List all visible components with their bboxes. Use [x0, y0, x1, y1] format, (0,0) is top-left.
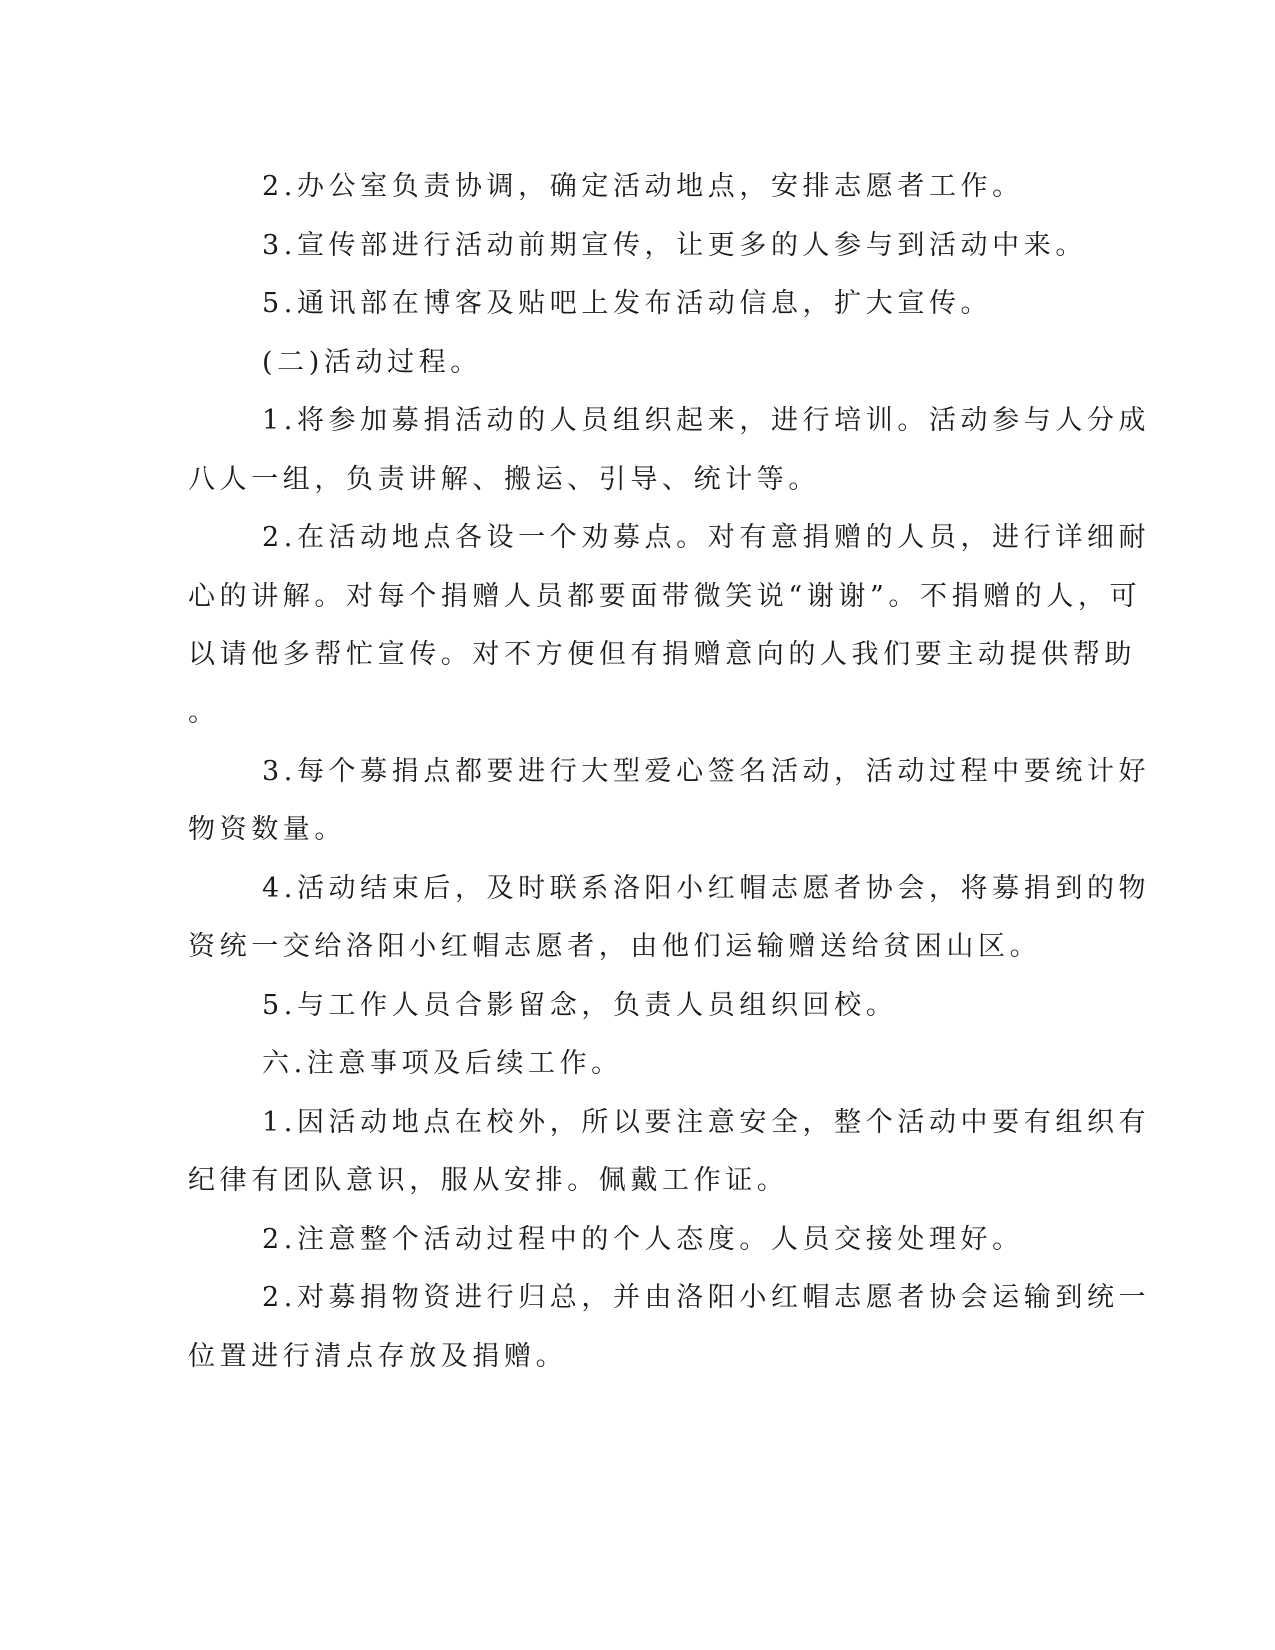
text-line: 3.宣传部进行活动前期宣传，让更多的人参与到活动中来。	[262, 230, 1087, 261]
text-line: 2.办公室负责协调，确定活动地点，安排志愿者工作。	[262, 171, 1024, 202]
section-heading: (二)活动过程。	[262, 347, 482, 378]
text-line: 2.注意整个活动过程中的个人态度。人员交接处理好。	[262, 1224, 1024, 1255]
text-line: 。	[188, 697, 220, 728]
text-line: 心的讲解。对每个捐赠人员都要面带微笑说“谢谢”。不捐赠的人，可	[188, 581, 1142, 612]
text-line: 位置进行清点存放及捐赠。	[188, 1341, 568, 1372]
text-line: 4.活动结束后，及时联系洛阳小红帽志愿者协会，将募捐到的物	[262, 873, 1151, 904]
section-heading: 六.注意事项及后续工作。	[262, 1048, 623, 1079]
text-line: 资统一交给洛阳小红帽志愿者，由他们运输赠送给贫困山区。	[188, 931, 1042, 962]
text-line: 3.每个募捐点都要进行大型爱心签名活动，活动过程中要统计好	[262, 756, 1151, 787]
text-line: 2.对募捐物资进行归总，并由洛阳小红帽志愿者协会运输到统一	[262, 1282, 1151, 1313]
text-line: 5.通讯部在博客及贴吧上发布活动信息，扩大宣传。	[262, 288, 993, 319]
text-line: 物资数量。	[188, 814, 346, 845]
text-line: 1.将参加募捐活动的人员组织起来，进行培训。活动参与人分成	[262, 405, 1151, 436]
text-line: 八人一组，负责讲解、搬运、引导、统计等。	[188, 464, 820, 495]
text-line: 以请他多帮忙宣传。对不方便但有捐赠意向的人我们要主动提供帮助	[188, 639, 1136, 670]
text-line: 5.与工作人员合影留念，负责人员组织回校。	[262, 990, 898, 1021]
text-line: 1.因活动地点在校外，所以要注意安全，整个活动中要有组织有	[262, 1107, 1151, 1138]
text-line: 纪律有团队意识，服从安排。佩戴工作证。	[188, 1165, 789, 1196]
text-line: 2.在活动地点各设一个劝募点。对有意捐赠的人员，进行详细耐	[262, 522, 1151, 553]
